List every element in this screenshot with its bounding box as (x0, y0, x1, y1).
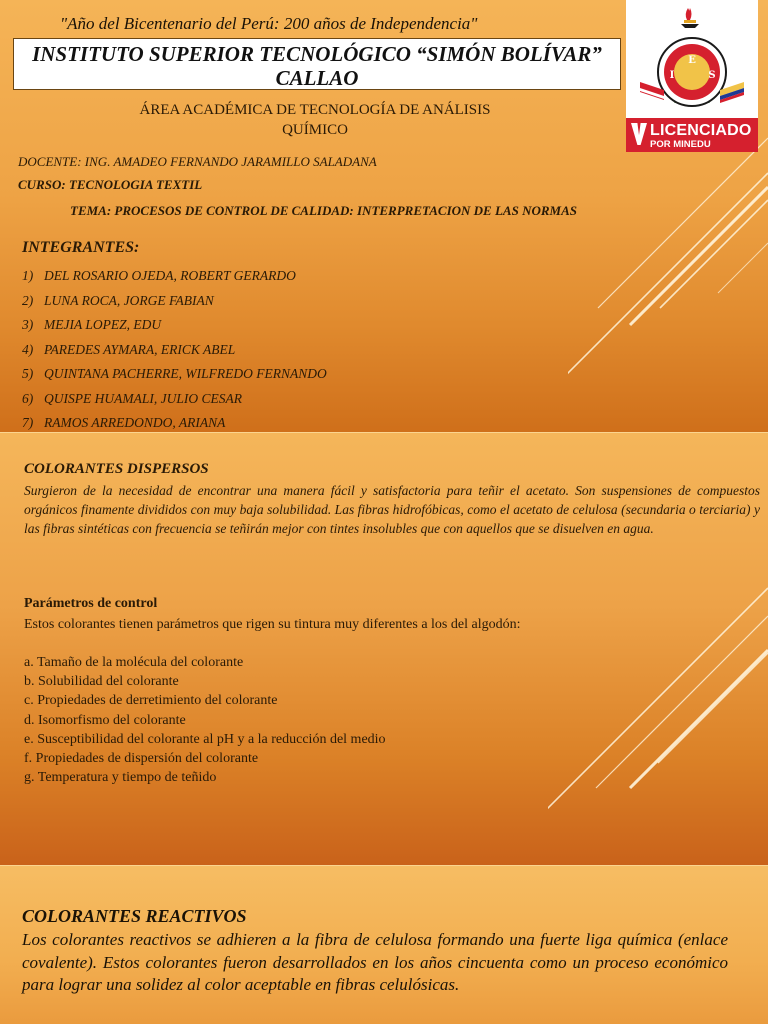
list-item: 3) MEJIA LOPEZ, EDU (22, 317, 162, 332)
disperse-dyes-slide (0, 433, 768, 866)
institute-city: CALLAO (275, 66, 359, 90)
section-title: COLORANTES DISPERSOS (24, 461, 209, 477)
check-icon (631, 123, 647, 145)
params-intro: Estos colorantes tienen parámetros que rigen su tintura muy diferentes a los del algodón: (24, 617, 521, 632)
institute-name-box (13, 38, 621, 90)
bicentenary-motto: "Año del Bicentenario del Perú: 200 años de Independencia" (60, 14, 478, 33)
institute-seal-icon (626, 0, 758, 118)
svg-text:S: S (708, 70, 716, 81)
members-heading: INTEGRANTES: (22, 239, 140, 256)
licensed-badge-label: LICENCIADO (650, 122, 752, 139)
topic-line: TEMA: PROCESOS DE CONTROL DE CALIDAD: INTERPRETACION DE LAS NORMAS (70, 203, 577, 218)
svg-text:I: I (669, 70, 675, 81)
institute-logo (626, 0, 758, 152)
list-item: e. Susceptibilidad del colorante al pH y a la reducción del medio (24, 731, 386, 747)
list-item: g. Temperatura y tiempo de teñido (24, 770, 217, 786)
list-item: 1) DEL ROSARIO OJEDA, ROBERT GERARDO (22, 268, 296, 283)
list-item: b. Solubilidad del colorante (24, 674, 179, 690)
list-item: d. Isomorfismo del colorante (24, 712, 186, 728)
list-item: f. Propiedades de dispersión del colorante (24, 751, 259, 767)
academic-area-line1: ÁREA ACADÉMICA DE TECNOLOGÍA DE ANÁLISIS (139, 102, 491, 118)
list-item: a. Tamaño de la molécula del colorante (24, 655, 244, 670)
list-item: 5) QUINTANA PACHERRE, WILFREDO FERNANDO (22, 366, 327, 381)
list-item: 7) RAMOS ARREDONDO, ARIANA (22, 415, 226, 430)
section-paragraph: Surgieron de la necesidad de encontrar una manera fácil y satisfactoria para teñir el acetato. Son suspensiones de compuestos orgánicos finamente divididos con muy baja solubilidad. Las fibras hidrofóbicas, como el acetato de celulosa (secundaria o terciaria) y las fibras sintéticas con frecuencia se teñirán mejor con tintes insolubles que con aquellos que se disuelven en agua. (24, 483, 760, 536)
list-item: 2) LUNA ROCA, JORGE FABIAN (22, 292, 214, 308)
licensed-badge-sublabel: POR MINEDU (650, 139, 711, 150)
reactive-dyes-slide (0, 866, 768, 1024)
params-list (24, 653, 386, 787)
list-item: c. Propiedades de derretimiento del colorante (24, 693, 278, 709)
licensed-badge (626, 118, 758, 152)
svg-text:E: E (688, 55, 696, 66)
params-heading: Parámetros de control (24, 596, 158, 611)
section-paragraph: Los colorantes reactivos se adhieren a la fibra de celulosa formando una fuerte liga química (enlace covalente). Estos colorantes fueron desarrollados en los años cincuenta como un proceso económico para lograr una solidez al color aceptable en fibras celulósicas. (22, 930, 728, 994)
title-slide (0, 0, 768, 433)
section-title: COLORANTES REACTIVOS (22, 906, 247, 926)
members-list (22, 264, 327, 433)
course-line: CURSO: TECNOLOGIA TEXTIL (18, 177, 203, 192)
institute-name: INSTITUTO SUPERIOR TECNOLÓGICO “SIMÓN BOLÍVAR” (32, 42, 602, 66)
academic-area-line2: QUÍMICO (282, 122, 348, 138)
teacher-line: DOCENTE: ING. AMADEO FERNANDO JARAMILLO SALADANA (18, 154, 377, 169)
list-item: 6) QUISPE HUAMALI, JULIO CESAR (22, 390, 242, 406)
list-item: 4) PAREDES AYMARA, ERICK ABEL (22, 341, 236, 357)
academic-area (110, 100, 520, 140)
